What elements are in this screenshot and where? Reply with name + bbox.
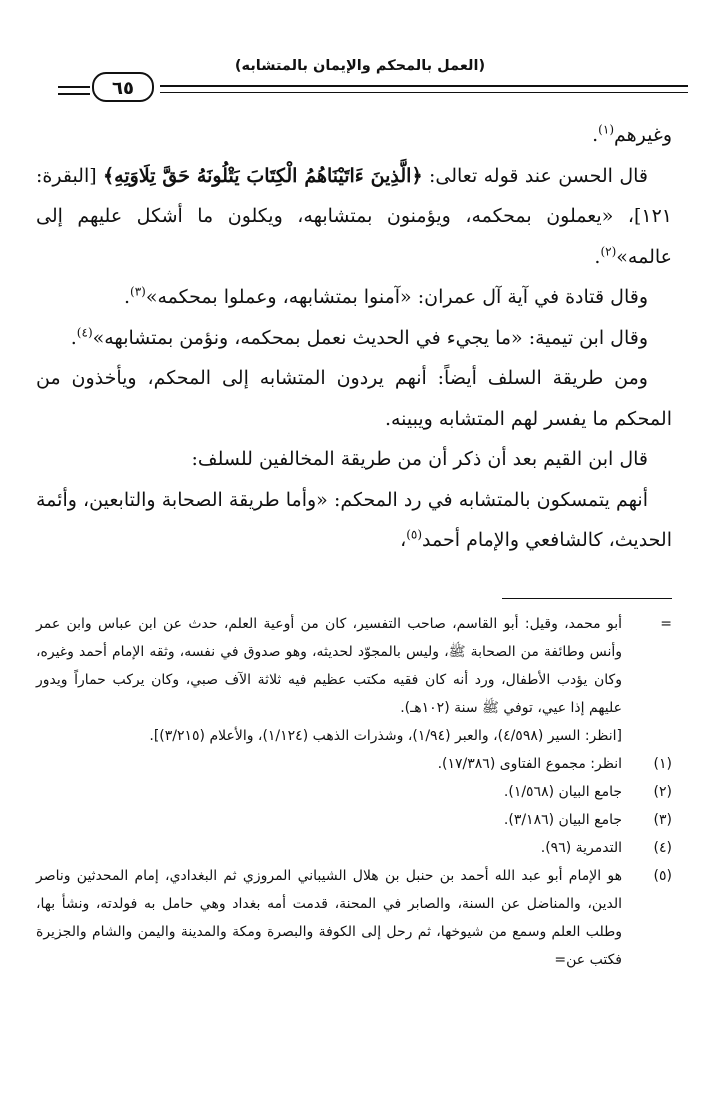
footnote-number: (٣) xyxy=(653,812,672,828)
p1-text: وغيرهم xyxy=(614,124,672,146)
header-rule-thin xyxy=(160,92,688,93)
paragraph-3 xyxy=(36,277,672,318)
footnote-continuation xyxy=(36,610,672,722)
p4-text: وقال ابن تيمية: «ما يجيء في الحديث نعمل بمحكمه، ونؤمن بمتشابهه» xyxy=(92,326,648,349)
p7-text: أنهم يتمسكون بالمتشابه في رد المحكم: «وأما طريقة الصحابة والتابعين، وأئمة الحديث، كالشافعي والإمام أحمد xyxy=(36,488,672,551)
footnote-ref-4: (٤) xyxy=(76,325,93,340)
footnote-4 xyxy=(36,834,672,862)
footnote-number: (٤) xyxy=(653,840,672,856)
footnote-number: (٢) xyxy=(653,784,672,800)
p2-end: . xyxy=(594,245,601,268)
header-left-mark-lower xyxy=(58,93,90,95)
quran-verse: ﴿الَّذِينَ ءَاتَيْنَاهُمُ الْكِتَابَ يَتْلُونَهُ حَقَّ تِلَاوَتِهِ﴾ xyxy=(103,164,423,187)
p7-end: ، xyxy=(400,529,407,551)
header-left-mark xyxy=(58,86,90,88)
paragraph-5: ومن طريقة السلف أيضاً: أنهم يردون المتشابه إلى المحكم، ويأخذون من المحكم ما يفسر لهم المتشابه ويبينه. xyxy=(36,367,672,430)
footnote-ref-5: (٥) xyxy=(406,527,423,542)
p1-end: . xyxy=(592,124,599,146)
footnote-text: هو الإمام أبو عبد الله أحمد بن حنبل بن هلال الشيباني المروزي ثم البغدادي، إمام المحدثين وناصر الدين، والمناضل عن السنة، والصابر في المحنة، قدمت أمه بغداد وهي حامل به فولدته، ونشأ بها، وطلب العلم وسمع من شيوخها، ثم رحل إلى الكوفة والبصرة ومكة والمدينة واليمن والشام والجزيرة فكتب عن= xyxy=(36,868,622,968)
paragraph-1 xyxy=(36,115,672,156)
paragraph-2 xyxy=(36,156,672,278)
continuation-mark: = xyxy=(660,616,672,632)
p3-text: وقال قتادة في آية آل عمران: «آمنوا بمتشابهه، وعملوا بمحكمه» xyxy=(145,286,648,308)
main-text xyxy=(36,115,672,561)
footnotes xyxy=(36,610,672,974)
header-rule xyxy=(160,85,688,87)
footnote-text: جامع البيان (٣/١٨٦). xyxy=(503,812,622,828)
footnote-1 xyxy=(36,750,672,778)
footnote-number: (١) xyxy=(653,756,672,772)
footnote-ref-3: (٣) xyxy=(130,284,146,299)
footnote-text: انظر: مجموع الفتاوى (١٧/٣٨٦). xyxy=(437,756,622,772)
p3-end: . xyxy=(123,286,131,308)
footnote-separator xyxy=(502,598,672,599)
continuation-text: أبو محمد، وقيل: أبو القاسم، صاحب التفسير، كان من أوعية العلم، حدث عن ابن عباس وابن عمر وأنس وطائفة من الصحابة ﷺ، وليس بالمجوّد لحديثه، وهو صدوق في نفسه، وثقه الإمام أحمد وغيره، وكان يؤدب الأطفال، ورد أنه كان فقيه مكتب عظيم فيه ثلاثة الآف صبي، وكان يركب حماراً ويدور عليهم إذا عيي، توفي ﷺ سنة (١٠٢هـ). xyxy=(36,616,622,716)
footnote-ref-1: (١) xyxy=(598,122,614,137)
page-number: ٦٥ xyxy=(92,72,154,102)
footnote-sources: [انظر: السير (٤/٥٩٨)، والعبر (١/٩٤)، وشذرات الذهب (١/١٢٤)، والأعلام (٣/٢١٥)]. xyxy=(149,728,622,744)
footnote-ref-2: (٢) xyxy=(600,244,617,259)
footnote-text: جامع البيان (١/٥٦٨). xyxy=(503,784,622,800)
p4-end: . xyxy=(70,326,77,349)
footnote-2 xyxy=(36,778,672,806)
paragraph-6: قال ابن القيم بعد أن ذكر أن من طريقة المخالفين للسلف: xyxy=(191,448,648,470)
footnote-text: التدمرية (٩٦). xyxy=(540,840,622,856)
paragraph-7 xyxy=(36,480,672,561)
p2-text-a: قال الحسن عند قوله تعالى: xyxy=(422,164,648,187)
paragraph-4 xyxy=(36,318,672,359)
footnote-3 xyxy=(36,806,672,834)
p2-text-b: [البقرة: ١٢١]، «يعملون بمحكمه، ويؤمنون بمتشابهه، ويكلون ما أشكل عليهم إلى عالمه» xyxy=(36,164,672,268)
running-title: (العمل بالمحكم والإيمان بالمتشابه) xyxy=(234,58,486,74)
footnote-5 xyxy=(36,862,672,974)
footnote-number: (٥) xyxy=(653,868,672,884)
